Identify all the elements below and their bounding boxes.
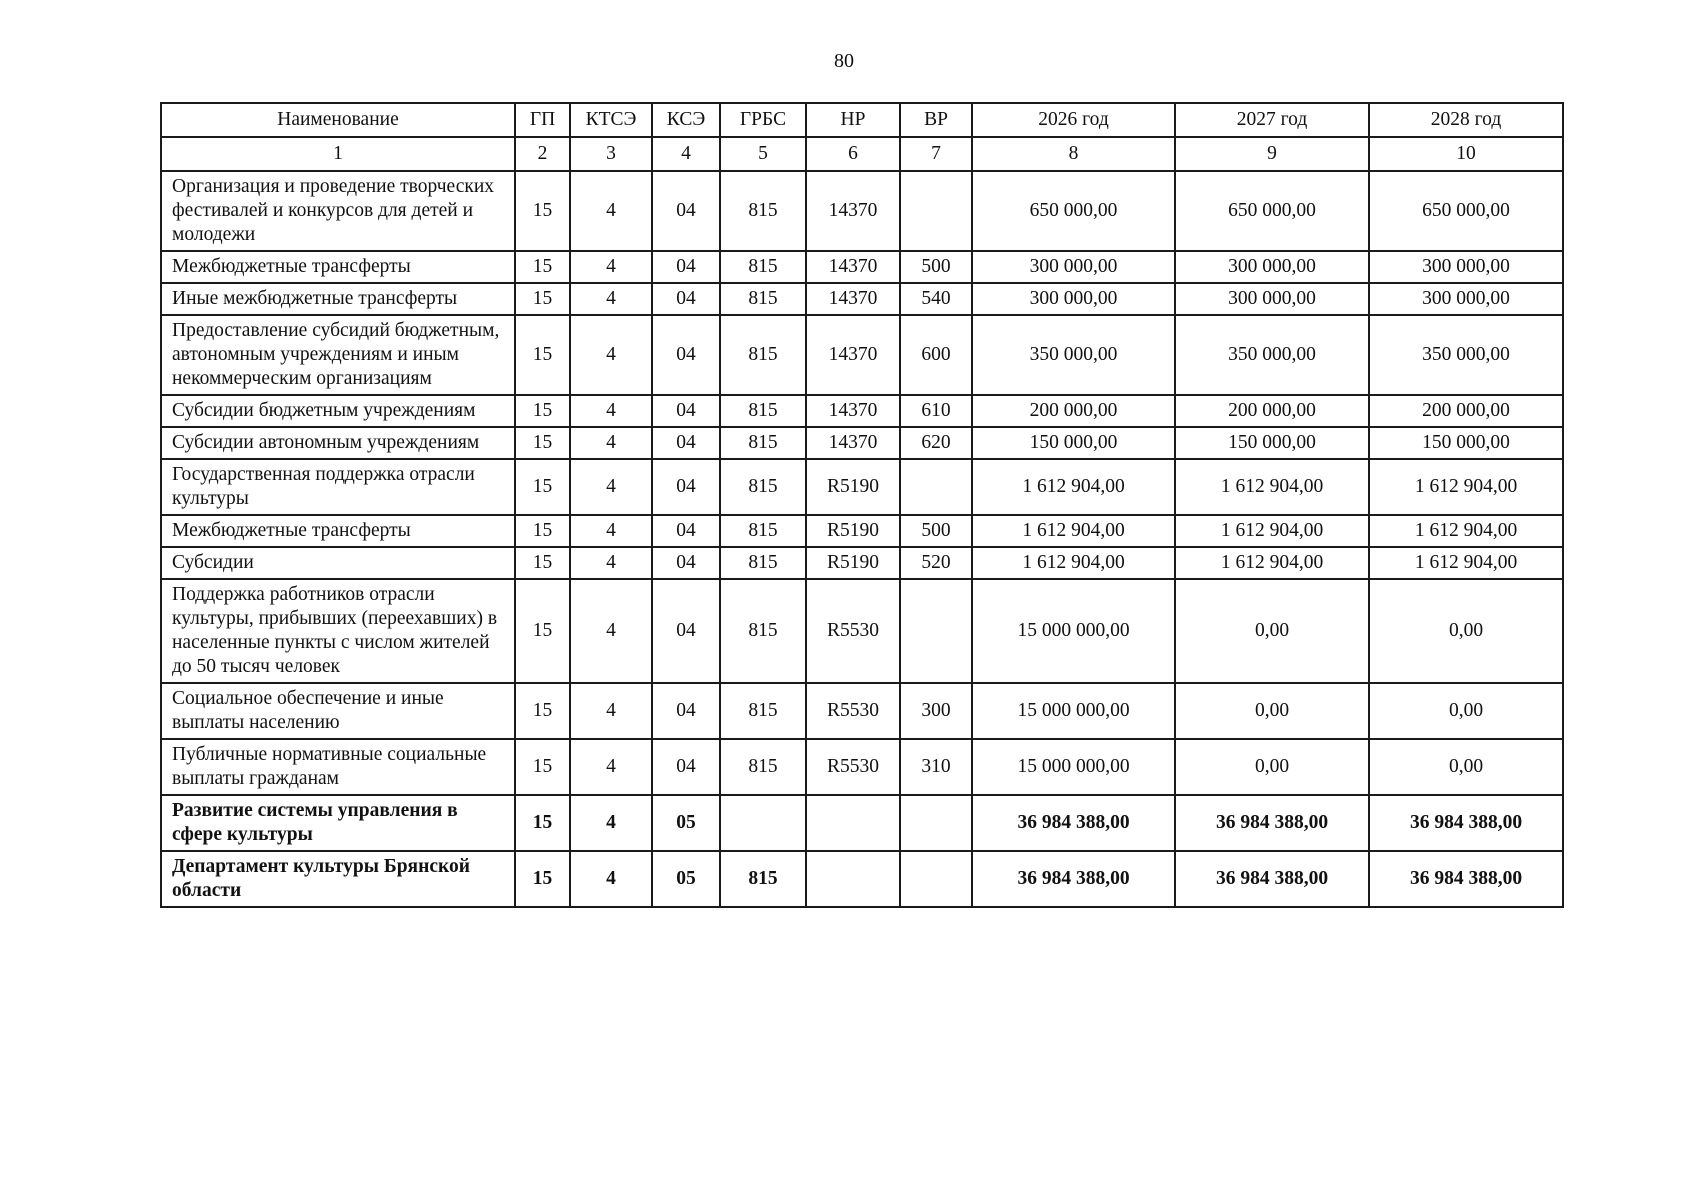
row-2027-cell: 350 000,00 (1175, 315, 1369, 395)
table-row (161, 547, 1563, 579)
column-number: 8 (972, 137, 1175, 171)
row-name-cell: Субсидии (161, 547, 515, 579)
header-kse: КСЭ (652, 103, 720, 137)
row-2028-cell: 300 000,00 (1369, 283, 1563, 315)
row-kse-cell: 04 (652, 459, 720, 515)
row-nr-cell: 14370 (806, 395, 900, 427)
row-kse-cell: 04 (652, 315, 720, 395)
row-nr-cell: R5190 (806, 459, 900, 515)
row-nr-cell (806, 851, 900, 907)
header-2026: 2026 год (972, 103, 1175, 137)
row-name-cell: Департамент культуры Брянской области (161, 851, 515, 907)
row-2026-cell: 36 984 388,00 (972, 795, 1175, 851)
column-number-row (161, 137, 1563, 171)
row-vr-cell: 300 (900, 683, 972, 739)
header-ktse: КТСЭ (570, 103, 652, 137)
row-2027-cell: 0,00 (1175, 739, 1369, 795)
row-kse-cell: 04 (652, 251, 720, 283)
row-nr-cell: R5530 (806, 683, 900, 739)
row-vr-cell: 600 (900, 315, 972, 395)
row-2026-cell: 350 000,00 (972, 315, 1175, 395)
row-nr-cell: 14370 (806, 283, 900, 315)
row-nr-cell: R5530 (806, 739, 900, 795)
row-2027-cell: 36 984 388,00 (1175, 795, 1369, 851)
row-2026-cell: 1 612 904,00 (972, 515, 1175, 547)
row-kse-cell: 05 (652, 795, 720, 851)
row-ktse-cell: 4 (570, 459, 652, 515)
row-gp-cell: 15 (515, 459, 570, 515)
row-vr-cell: 610 (900, 395, 972, 427)
row-ktse-cell: 4 (570, 171, 652, 251)
table-row (161, 171, 1563, 251)
row-gp-cell: 15 (515, 251, 570, 283)
row-kse-cell: 04 (652, 427, 720, 459)
row-gp-cell: 15 (515, 427, 570, 459)
column-number: 10 (1369, 137, 1563, 171)
row-grbs-cell: 815 (720, 427, 806, 459)
row-2028-cell: 1 612 904,00 (1369, 515, 1563, 547)
row-gp-cell: 15 (515, 283, 570, 315)
row-2026-cell: 300 000,00 (972, 283, 1175, 315)
row-kse-cell: 04 (652, 683, 720, 739)
row-name-cell: Предоставление субсидий бюджетным, автономным учреждениям и иным некоммерческим организациям (161, 315, 515, 395)
row-2026-cell: 150 000,00 (972, 427, 1175, 459)
row-grbs-cell: 815 (720, 739, 806, 795)
header-row (161, 103, 1563, 137)
row-ktse-cell: 4 (570, 427, 652, 459)
row-grbs-cell: 815 (720, 251, 806, 283)
row-ktse-cell: 4 (570, 515, 652, 547)
row-name-cell: Организация и проведение творческих фестивалей и конкурсов для детей и молодежи (161, 171, 515, 251)
row-name-cell: Межбюджетные трансферты (161, 515, 515, 547)
row-gp-cell: 15 (515, 683, 570, 739)
row-2026-cell: 200 000,00 (972, 395, 1175, 427)
table-row (161, 459, 1563, 515)
column-number: 5 (720, 137, 806, 171)
row-gp-cell: 15 (515, 547, 570, 579)
row-nr-cell: 14370 (806, 427, 900, 459)
row-grbs-cell: 815 (720, 683, 806, 739)
column-number: 3 (570, 137, 652, 171)
table-row (161, 283, 1563, 315)
table-row (161, 315, 1563, 395)
row-2028-cell: 200 000,00 (1369, 395, 1563, 427)
row-2027-cell: 0,00 (1175, 683, 1369, 739)
row-kse-cell: 05 (652, 851, 720, 907)
header-2027: 2027 год (1175, 103, 1369, 137)
header-vr: ВР (900, 103, 972, 137)
row-grbs-cell: 815 (720, 395, 806, 427)
row-kse-cell: 04 (652, 395, 720, 427)
row-2026-cell: 36 984 388,00 (972, 851, 1175, 907)
row-vr-cell (900, 579, 972, 683)
header-nr: НР (806, 103, 900, 137)
row-vr-cell: 620 (900, 427, 972, 459)
row-nr-cell: R5190 (806, 515, 900, 547)
row-name-cell: Субсидии бюджетным учреждениям (161, 395, 515, 427)
row-2027-cell: 200 000,00 (1175, 395, 1369, 427)
table-row (161, 739, 1563, 795)
row-2026-cell: 650 000,00 (972, 171, 1175, 251)
row-nr-cell: R5530 (806, 579, 900, 683)
row-gp-cell: 15 (515, 515, 570, 547)
row-2027-cell: 0,00 (1175, 579, 1369, 683)
row-2028-cell: 36 984 388,00 (1369, 851, 1563, 907)
row-kse-cell: 04 (652, 515, 720, 547)
row-grbs-cell (720, 795, 806, 851)
header-name: Наименование (161, 103, 515, 137)
row-kse-cell: 04 (652, 579, 720, 683)
column-number: 9 (1175, 137, 1369, 171)
column-number: 6 (806, 137, 900, 171)
row-grbs-cell: 815 (720, 459, 806, 515)
row-2028-cell: 300 000,00 (1369, 251, 1563, 283)
row-2028-cell: 36 984 388,00 (1369, 795, 1563, 851)
row-2027-cell: 300 000,00 (1175, 283, 1369, 315)
row-name-cell: Межбюджетные трансферты (161, 251, 515, 283)
row-nr-cell: 14370 (806, 251, 900, 283)
row-ktse-cell: 4 (570, 315, 652, 395)
table-row (161, 851, 1563, 907)
row-2027-cell: 300 000,00 (1175, 251, 1369, 283)
column-number: 1 (161, 137, 515, 171)
row-ktse-cell: 4 (570, 283, 652, 315)
table-row (161, 395, 1563, 427)
row-vr-cell (900, 851, 972, 907)
row-kse-cell: 04 (652, 283, 720, 315)
row-gp-cell: 15 (515, 739, 570, 795)
table-row (161, 427, 1563, 459)
row-nr-cell (806, 795, 900, 851)
row-grbs-cell: 815 (720, 851, 806, 907)
header-gp: ГП (515, 103, 570, 137)
row-name-cell: Социальное обеспечение и иные выплаты населению (161, 683, 515, 739)
row-2026-cell: 15 000 000,00 (972, 739, 1175, 795)
row-ktse-cell: 4 (570, 579, 652, 683)
row-2027-cell: 150 000,00 (1175, 427, 1369, 459)
row-2028-cell: 650 000,00 (1369, 171, 1563, 251)
row-2027-cell: 1 612 904,00 (1175, 547, 1369, 579)
row-2028-cell: 150 000,00 (1369, 427, 1563, 459)
row-name-cell: Публичные нормативные социальные выплаты гражданам (161, 739, 515, 795)
row-gp-cell: 15 (515, 851, 570, 907)
row-grbs-cell: 815 (720, 547, 806, 579)
row-name-cell: Субсидии автономным учреждениям (161, 427, 515, 459)
row-grbs-cell: 815 (720, 283, 806, 315)
row-vr-cell: 500 (900, 251, 972, 283)
row-ktse-cell: 4 (570, 547, 652, 579)
row-kse-cell: 04 (652, 171, 720, 251)
row-2028-cell: 0,00 (1369, 683, 1563, 739)
row-vr-cell (900, 459, 972, 515)
row-vr-cell (900, 171, 972, 251)
column-number: 4 (652, 137, 720, 171)
row-2027-cell: 36 984 388,00 (1175, 851, 1369, 907)
row-ktse-cell: 4 (570, 683, 652, 739)
row-grbs-cell: 815 (720, 171, 806, 251)
row-vr-cell: 520 (900, 547, 972, 579)
row-name-cell: Поддержка работников отрасли культуры, прибывших (переехавших) в населенные пункты с числом жителей до 50 тысяч человек (161, 579, 515, 683)
row-vr-cell: 500 (900, 515, 972, 547)
row-2028-cell: 1 612 904,00 (1369, 459, 1563, 515)
table-row (161, 251, 1563, 283)
budget-table (160, 102, 1564, 908)
row-vr-cell: 310 (900, 739, 972, 795)
row-gp-cell: 15 (515, 795, 570, 851)
row-2028-cell: 0,00 (1369, 579, 1563, 683)
row-ktse-cell: 4 (570, 739, 652, 795)
table-row (161, 683, 1563, 739)
row-nr-cell: 14370 (806, 171, 900, 251)
row-name-cell: Развитие системы управления в сфере культуры (161, 795, 515, 851)
header-grbs: ГРБС (720, 103, 806, 137)
row-2027-cell: 1 612 904,00 (1175, 515, 1369, 547)
table-row (161, 579, 1563, 683)
column-number: 7 (900, 137, 972, 171)
row-2028-cell: 1 612 904,00 (1369, 547, 1563, 579)
row-gp-cell: 15 (515, 315, 570, 395)
row-2026-cell: 1 612 904,00 (972, 547, 1175, 579)
row-vr-cell (900, 795, 972, 851)
row-2026-cell: 300 000,00 (972, 251, 1175, 283)
row-2028-cell: 0,00 (1369, 739, 1563, 795)
row-2026-cell: 15 000 000,00 (972, 683, 1175, 739)
row-grbs-cell: 815 (720, 315, 806, 395)
table-row (161, 515, 1563, 547)
row-kse-cell: 04 (652, 739, 720, 795)
row-nr-cell: R5190 (806, 547, 900, 579)
row-ktse-cell: 4 (570, 851, 652, 907)
header-2028: 2028 год (1369, 103, 1563, 137)
page-number: 80 (834, 50, 854, 72)
row-2026-cell: 15 000 000,00 (972, 579, 1175, 683)
row-2027-cell: 650 000,00 (1175, 171, 1369, 251)
row-ktse-cell: 4 (570, 251, 652, 283)
row-2026-cell: 1 612 904,00 (972, 459, 1175, 515)
column-number: 2 (515, 137, 570, 171)
row-nr-cell: 14370 (806, 315, 900, 395)
row-ktse-cell: 4 (570, 795, 652, 851)
row-name-cell: Государственная поддержка отрасли культуры (161, 459, 515, 515)
row-grbs-cell: 815 (720, 515, 806, 547)
table-row (161, 795, 1563, 851)
row-2027-cell: 1 612 904,00 (1175, 459, 1369, 515)
row-grbs-cell: 815 (720, 579, 806, 683)
row-name-cell: Иные межбюджетные трансферты (161, 283, 515, 315)
row-gp-cell: 15 (515, 395, 570, 427)
row-gp-cell: 15 (515, 579, 570, 683)
row-vr-cell: 540 (900, 283, 972, 315)
row-ktse-cell: 4 (570, 395, 652, 427)
row-gp-cell: 15 (515, 171, 570, 251)
row-2028-cell: 350 000,00 (1369, 315, 1563, 395)
row-kse-cell: 04 (652, 547, 720, 579)
